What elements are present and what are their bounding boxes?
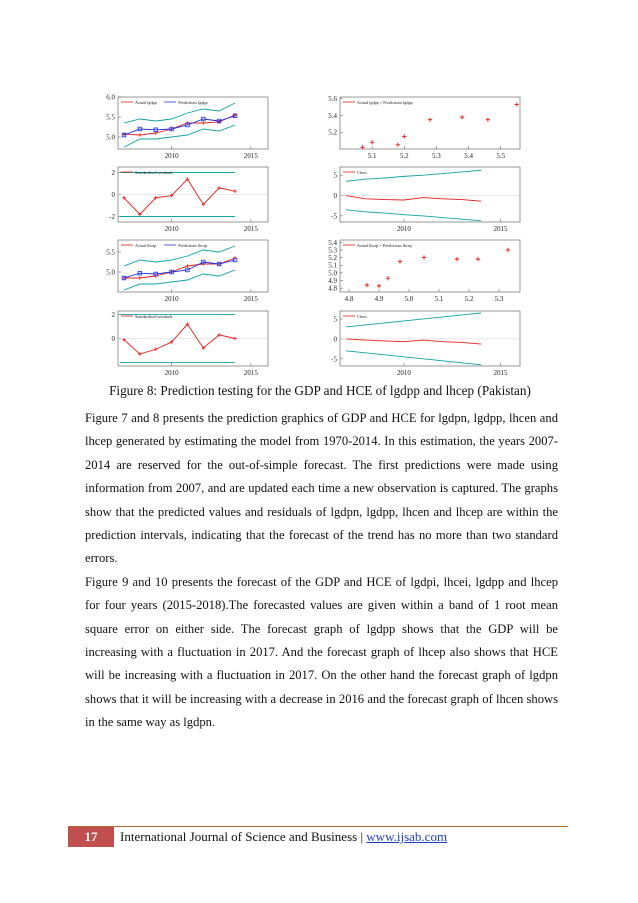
x-tick-label: 4.8 [344,295,354,303]
scatter-point [455,257,459,261]
series-line-upper-band [124,246,235,266]
y-tick-label: 2 [111,311,115,320]
x-tick-label: 5.3 [494,295,504,303]
actual-marker [233,337,237,341]
footer-divider [68,826,568,827]
y-tick-label: 5.4 [328,238,337,247]
x-tick-label: 2015 [493,225,508,233]
scatter-point [486,117,490,121]
x-tick-label: 2010 [396,225,411,233]
y-tick-label: 5 [333,315,337,324]
journal-name: International Journal of Science and Business [120,829,358,844]
scatter-point [398,259,402,263]
actual-marker [138,133,142,137]
footer-journal [120,829,447,845]
x-tick-label: 5.4 [464,152,473,160]
x-tick-label: 5.3 [432,152,441,160]
scatter-point [386,276,390,280]
y-tick-label: -5 [331,212,337,221]
y-tick-label: -5 [331,355,337,364]
series-line-standardised-residuals [124,179,235,214]
x-tick-label: 5.1 [434,295,444,303]
series-line-standardised-residuals [124,324,235,354]
y-tick-label: 4.9 [328,277,337,286]
body-text [85,407,558,735]
y-tick-label: 5.3 [328,246,337,255]
scatter-point [460,115,464,119]
y-tick-label: 6.0 [106,93,115,102]
y-tick-label: -2 [109,213,115,221]
x-tick-label: 2015 [243,369,258,377]
legend-label: Actual lgdpp [135,100,157,105]
scatter-point [422,255,426,259]
scatter-point [402,134,406,138]
scatter-point [396,143,400,147]
actual-marker [186,264,190,268]
figure-8-prediction-plots [0,0,638,380]
legend-label: Standardised residuals [135,314,173,319]
y-tick-label: 4.8 [328,284,337,293]
y-tick-label: 0 [111,335,115,343]
scatter-point [506,248,510,252]
x-tick-label: 5.2 [464,295,474,303]
x-tick-label: 5.2 [399,152,409,160]
legend-label: Standardised residuals [135,170,173,175]
scatter-point [476,257,480,261]
x-tick-label: 2010 [164,152,179,160]
x-tick-label: 2010 [164,225,179,233]
series-line-lower-band [346,210,481,221]
x-tick-label: 5.5 [496,152,506,160]
x-tick-label: 2015 [243,295,258,303]
scatter-point [515,102,519,106]
legend-label: Actual lhcep [135,243,157,248]
x-tick-label: 2010 [164,295,179,303]
panel-frame-8 [340,311,520,366]
series-line-upper-band [124,103,235,123]
series-line-chow [346,196,481,202]
series-line-chow [346,339,481,344]
x-tick-label: 4.9 [374,295,384,303]
legend-label: Predictions lgdpp [178,100,208,105]
actual-marker [233,189,237,193]
figure-caption: Figure 8: Prediction testing for the GDP and HCE of lgdpp and lhcep (Pakistan) [109,383,531,398]
x-tick-label: 2010 [164,369,179,377]
series-line-lower-band [346,351,481,365]
legend-label: Actual lhcep × Predictions lhcep [357,243,412,248]
y-tick-label: 5 [333,171,337,180]
legend-label: Chow [357,170,368,175]
footer-separator: | [360,829,364,844]
series-line-lower-band [124,125,235,147]
y-tick-label: 5.0 [106,268,115,277]
y-tick-label: 0 [111,191,115,199]
actual-marker [202,121,206,125]
y-tick-label: 2 [111,169,115,177]
y-tick-label: 0 [333,192,337,201]
y-tick-label: 5.5 [106,248,115,257]
actual-marker [138,276,142,280]
journal-link[interactable]: www.ijsab.com [366,829,448,844]
series-line-actual-lgdpp [124,115,235,135]
y-tick-label: 5.5 [106,113,115,122]
scatter-point [377,284,381,288]
y-tick-label: 0 [333,335,337,344]
legend-label: Predictions lhcep [178,243,208,248]
x-tick-label: 5.0 [404,295,414,303]
x-tick-label: 2010 [396,369,411,377]
legend-label: Chow [357,314,368,319]
y-tick-label: 5.1 [328,261,337,270]
y-tick-label: 5.6 [328,95,337,104]
x-tick-label: 5.1 [367,152,377,160]
page-number: 17 [68,827,114,847]
scatter-point [428,117,432,121]
y-tick-label: 5.2 [328,254,337,263]
x-tick-label: 2015 [243,225,258,233]
scatter-point [365,283,369,287]
paragraph-1: Figure 7 and 8 presents the prediction graphics of GDP and HCE for lgdpn, lgdpp, lhcen and lhcep generated by estimating the model from 1970-2014. In this estimation, the years 2007-2014 are reserved for the out-of-simple forecast. The first predictions were made using information from 2007, and are updated each time a new observation is captured. The graphs show that the predicted values and residuals of lgdpn, lgdpp, lhcen and lhcep are within the prediction intervals, indicating that the forecast of the trend has no more than two standard errors. [85,411,558,566]
x-tick-label: 2015 [493,369,508,377]
y-tick-label: 5.2 [328,128,337,137]
panel-frame-4 [340,167,520,222]
scatter-point [370,140,374,144]
y-tick-label: 5.0 [106,133,115,142]
legend-label: Actual lgdpp × Predictions lgdpp [357,100,413,105]
y-tick-label: 5.0 [328,269,337,278]
paragraph-2: Figure 9 and 10 presents the forecast of the GDP and HCE of lgdpi, lhcei, lgdpp and lhcep for four years (2015-2018).The forecasted values are given within a band of 1 root mean square error on either side. The forecast graph of lgdpp shows that the GDP will be increasing with a fluctuation in 2017. And the forecast graph of lhcep also shows that HCE will be increasing with a fluctuation in 2017. On the other hand the forecast graph of lgdpn shows that it will be increasing with a decrease in 2016 and the forecast graph of lhcen shows in the same way as lgdpn. [85,574,558,730]
x-tick-label: 2015 [243,152,258,160]
actual-marker [154,347,158,351]
y-tick-label: 5.4 [328,111,337,120]
